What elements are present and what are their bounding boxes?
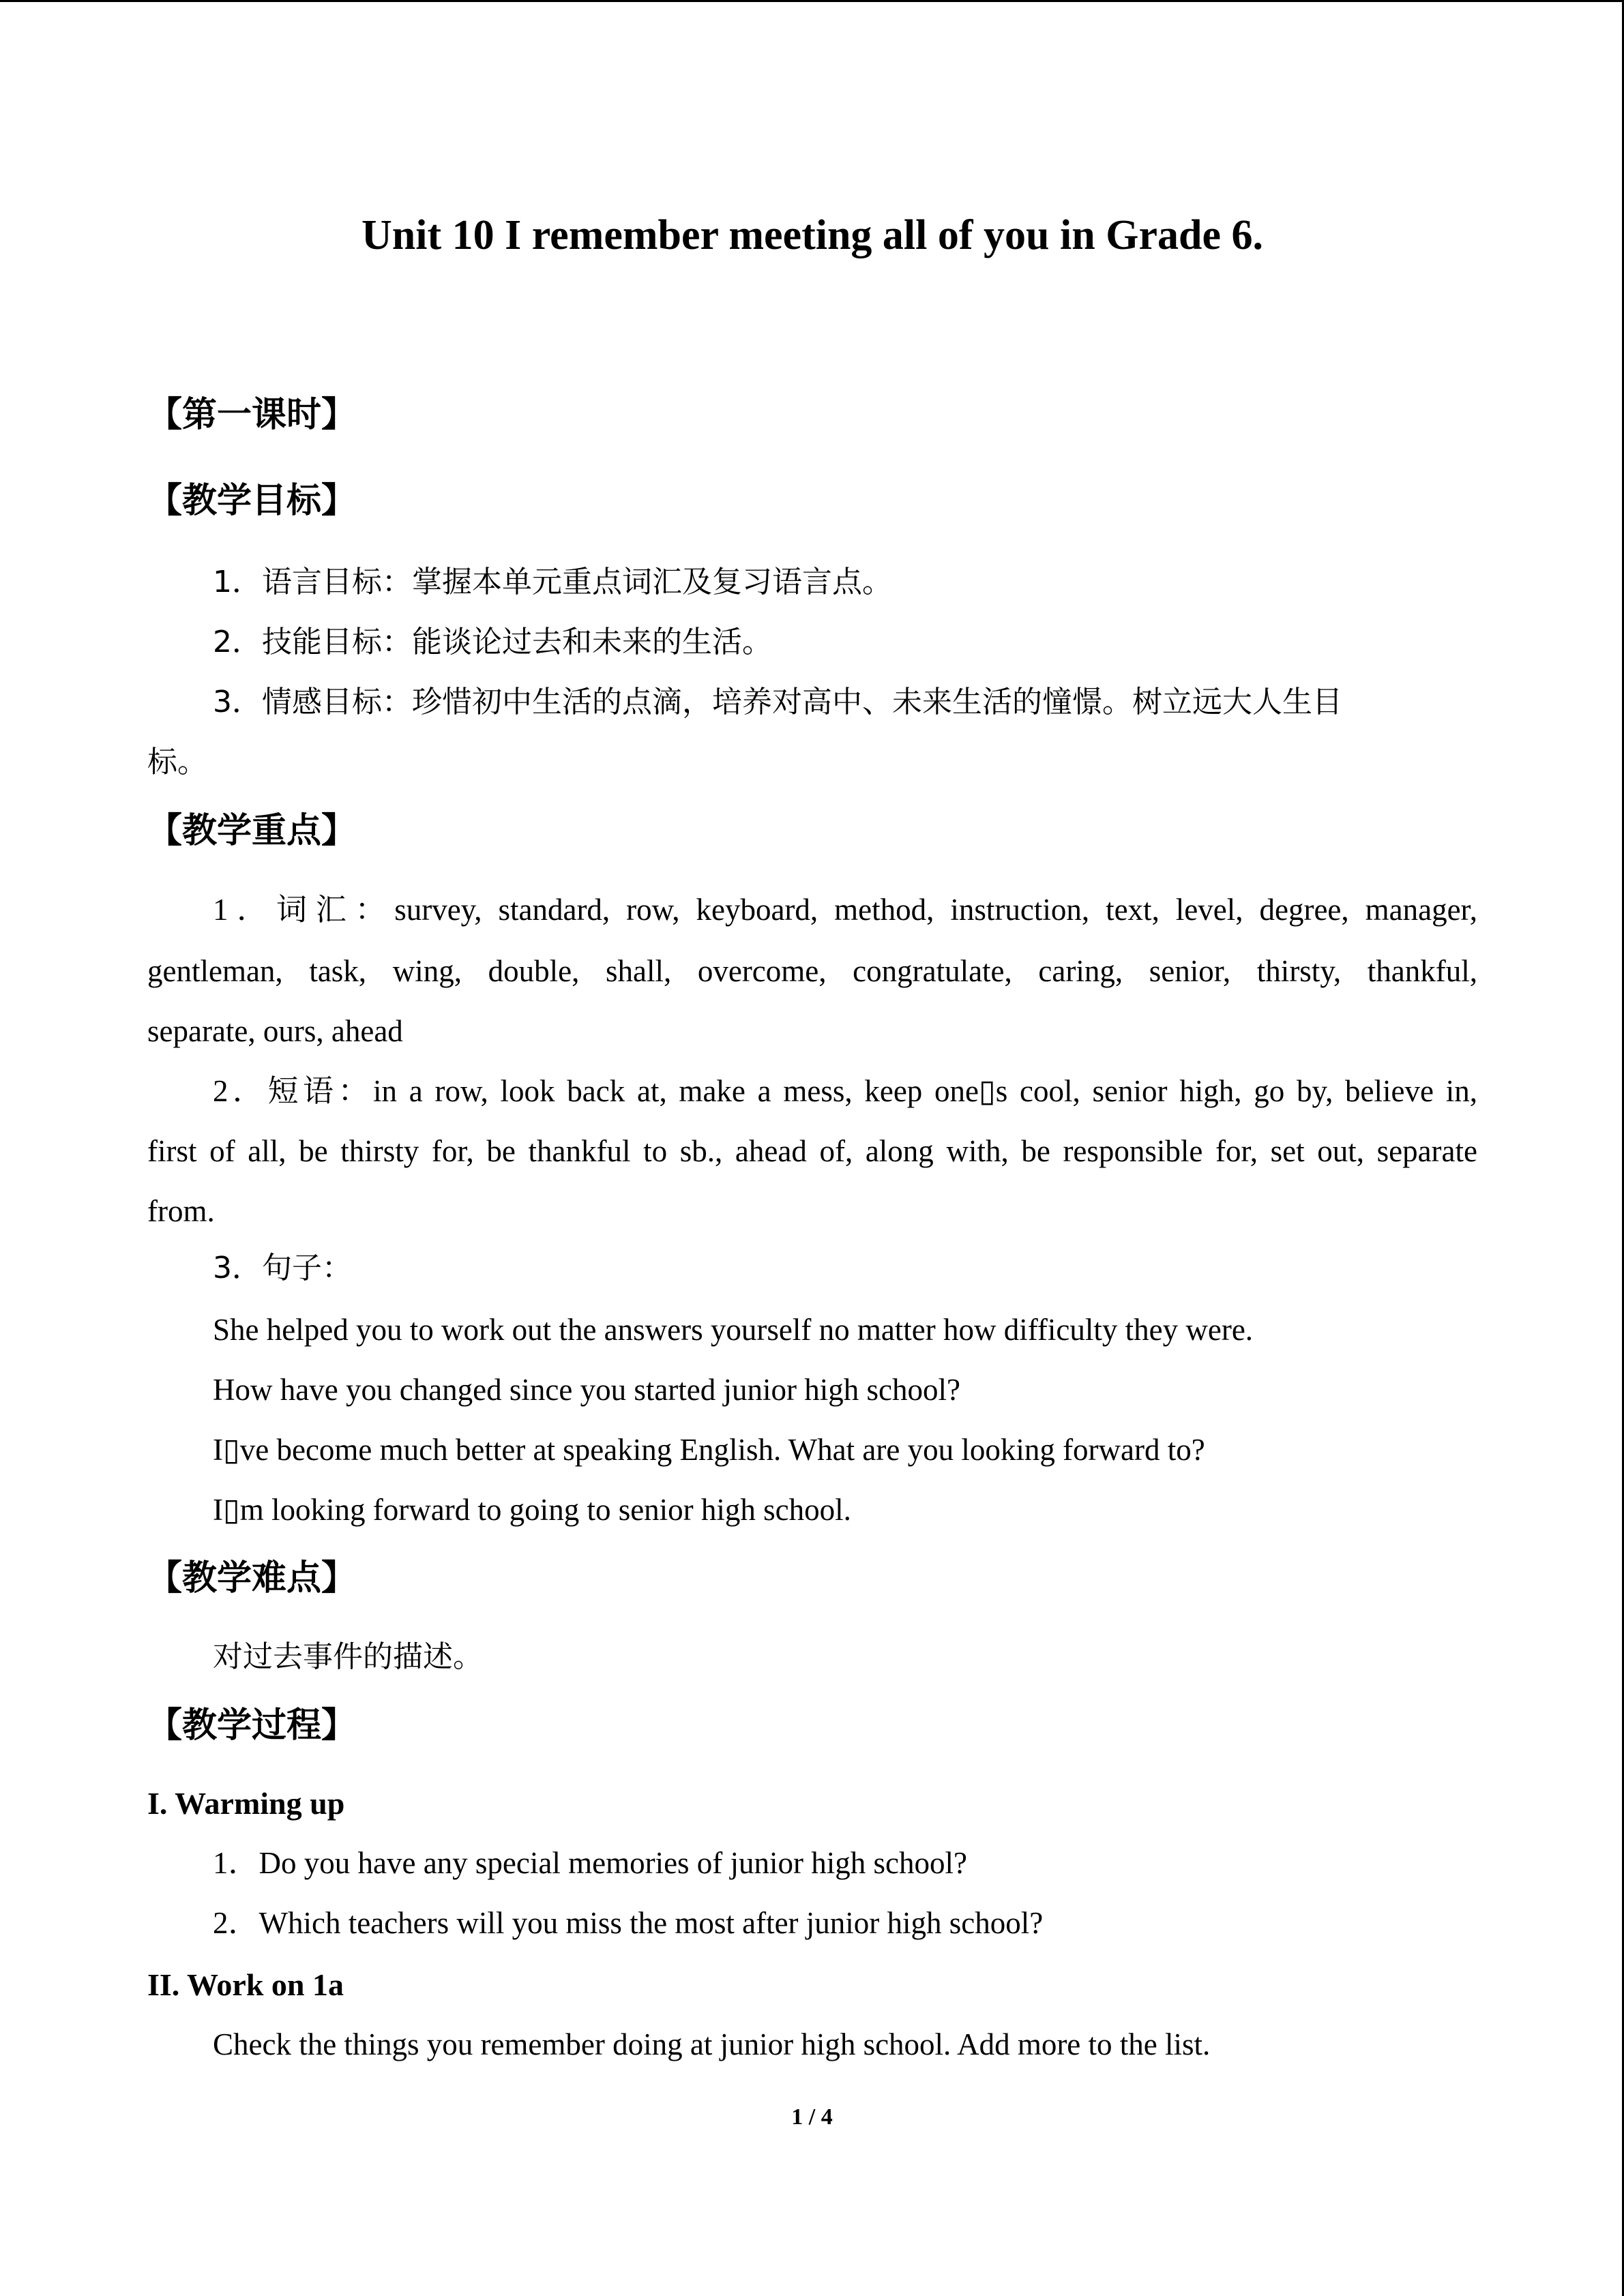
heading-difficulties: 【教学难点】	[147, 1558, 357, 1598]
section-warming-up: I. Warming up	[147, 1786, 345, 1821]
objective-2: 2．技能目标：能谈论过去和未来的生活。	[213, 625, 772, 659]
top-border	[0, 0, 1624, 2]
heading-process: 【教学过程】	[147, 1705, 357, 1746]
question-1: 1．Do you have any special memories of junior high school?	[213, 1846, 967, 1880]
task-instruction: Check the things you remember doing at junior high school. Add more to the list.	[213, 2027, 1211, 2061]
section-work-on-1a: II. Work on 1a	[147, 1967, 344, 2002]
phrase-line-1: 2．短语：in a row, look back at, make a mess, keep one▯s cool, senior high, go by, believe in,	[213, 1074, 1477, 1108]
sentence-label: 3．句子：	[213, 1251, 352, 1285]
question-2: 2．Which teachers will you miss the most after junior high school?	[213, 1906, 1044, 1940]
phrase-line-3: from.	[147, 1194, 215, 1228]
sentence-2: How have you changed since you started junior high school?	[213, 1373, 960, 1407]
objective-3-cont: 标。	[147, 745, 207, 779]
sentence-1: She helped you to work out the answers yourself no matter how difficulty they were.	[213, 1313, 1254, 1347]
objective-1: 1．语言目标：掌握本单元重点词汇及复习语言点。	[213, 565, 892, 599]
vocab-line-1: 1．词汇：survey, standard, row, keyboard, method, instruction, text, level, degree, manager,	[213, 893, 1477, 927]
difficulty-1: 对过去事件的描述。	[213, 1639, 483, 1674]
sentence-4: I▯m looking forward to going to senior high school.	[213, 1493, 851, 1527]
vocab-line-3: separate, ours, ahead	[147, 1014, 403, 1048]
page-number: 1 / 4	[791, 2104, 833, 2130]
vocab-line-2: gentleman, task, wing, double, shall, overcome, congratulate, caring, senior, thirsty, thankful,	[147, 954, 1477, 988]
objective-3: 3．情感目标：珍惜初中生活的点滴，培养对高中、未来生活的憧憬。树立远大人生目	[213, 685, 1342, 719]
sentence-3: I▯ve become much better at speaking English. What are you looking forward to?	[213, 1433, 1205, 1467]
heading-period: 【第一课时】	[147, 395, 357, 435]
phrase-line-2: first of all, be thirsty for, be thankful to sb., ahead of, along with, be responsible for, set out, separate	[147, 1134, 1477, 1168]
heading-objectives: 【教学目标】	[147, 481, 357, 521]
heading-key-points: 【教学重点】	[147, 811, 357, 851]
page-title: Unit 10 I remember meeting all of you in Grade 6.	[361, 212, 1263, 258]
